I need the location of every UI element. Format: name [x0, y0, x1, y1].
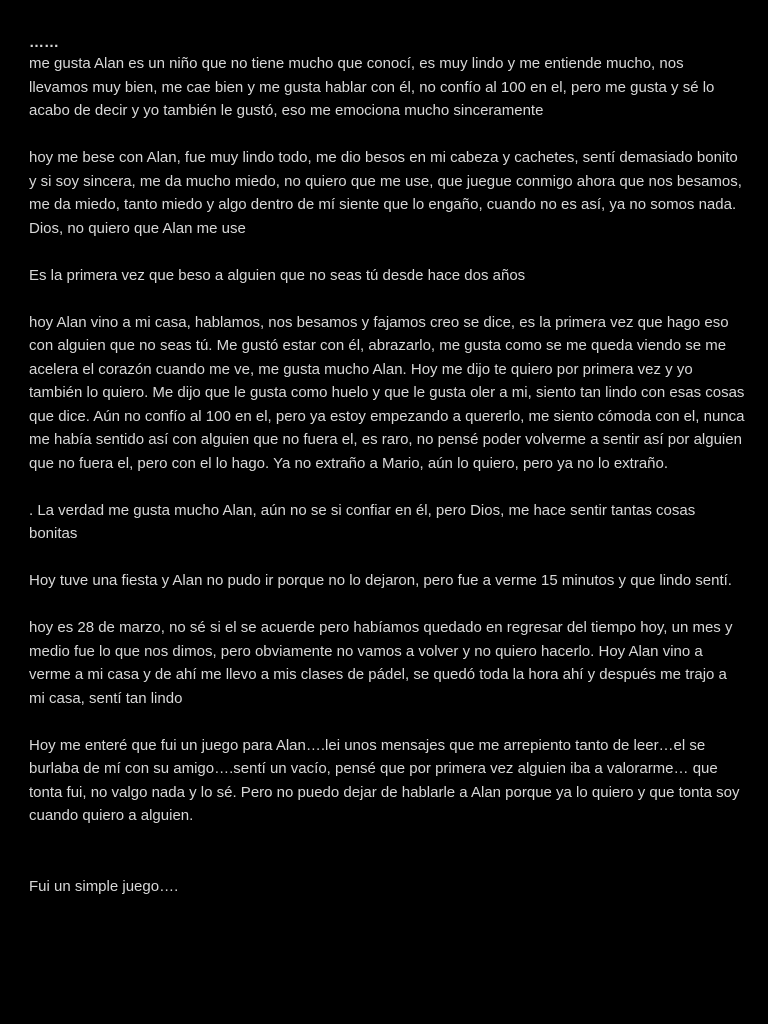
- paragraph-1: me gusta Alan es un niño que no tiene mucho que conocí, es muy lindo y me entiende mucho, nos llevamos muy bien, me cae bien y me gusta hablar con él, no confío al 100 en el, pero me gusta y sé lo acabo de decir y yo también le gustó, eso me emociona mucho sinceramente: [29, 55, 719, 119]
- paragraph-6: Hoy tuve una fiesta y Alan no pudo ir porque no lo dejaron, pero fue a verme 15 minutos y que lindo sentí.: [29, 572, 732, 589]
- paragraph-8: Hoy me enteré que fui un juego para Alan….lei unos mensajes que me arrepiento tanto de leer…el se burlaba de mí con su amigo….sentí un vacío, pensé que por primera vez alguien iba a valorarme… que tonta fui, no valgo nada y lo sé. Pero no puedo dejar de hablarle a Alan porque ya lo quiero y que tonta soy cuando quiero a alguien.: [29, 736, 744, 824]
- note-body[interactable]: [29, 34, 749, 922]
- paragraph-9: Fui un simple juego….: [29, 877, 179, 895]
- paragraph-2: hoy me bese con Alan, fue muy lindo todo, me dio besos en mi cabeza y cachetes, sentí demasiado bonito y si soy sincera, me da mucho miedo, no quiero que me use, que juegue conmigo ahora que nos besamos, me da miedo, tanto miedo y algo dentro de mí siente que lo engaño, cuando no es así, ya no somos nada. Dios, no quiero que Alan me use: [29, 149, 747, 237]
- paragraph-7: hoy es 28 de marzo, no sé si el se acuerde pero habíamos quedado en regresar del tiempo hoy, un mes y medio fue lo que nos dimos, pero obviamente no vamos a volver y no quiero hacerlo. Hoy Alan vino a verme a mi casa y de ahí me llevo a mis clases de pádel, se quedó toda la hora ahí y después me trajo a mi casa, sentí tan lindo: [29, 619, 737, 707]
- heading-dots: ……: [29, 34, 59, 51]
- paragraph-4: hoy Alan vino a mi casa, hablamos, nos besamos y fajamos creo se dice, es la primera vez que hago eso con alguien que no seas tú. Me gustó estar con él, abrazarlo, me gusta como se me queda viendo se me acelera el corazón cuando me ve, me gusta mucho Alan. Hoy me dijo te quiero por primera vez y yo también lo quiero. Me dijo que le gusta como huelo y que le gusta oler a mi, siento tan lindo con esas cosas que dice. Aún no confío al 100 en el, pero ya estoy empezando a quererlo, me siento cómoda con el, nunca me había sentido así con alguien que no fuera el, es raro, no pensé poder volverme a sentir así por alguien que no fuera el, pero con el lo hago. Ya no extraño a Mario, aún lo quiero, pero ya no lo extraño.: [29, 313, 749, 472]
- paragraph-5: . La verdad me gusta mucho Alan, aún no se si confiar en él, pero Dios, me hace sentir tantas cosas bonitas: [29, 501, 700, 542]
- paragraph-3: Es la primera vez que beso a alguien que no seas tú desde hace dos años: [29, 266, 526, 284]
